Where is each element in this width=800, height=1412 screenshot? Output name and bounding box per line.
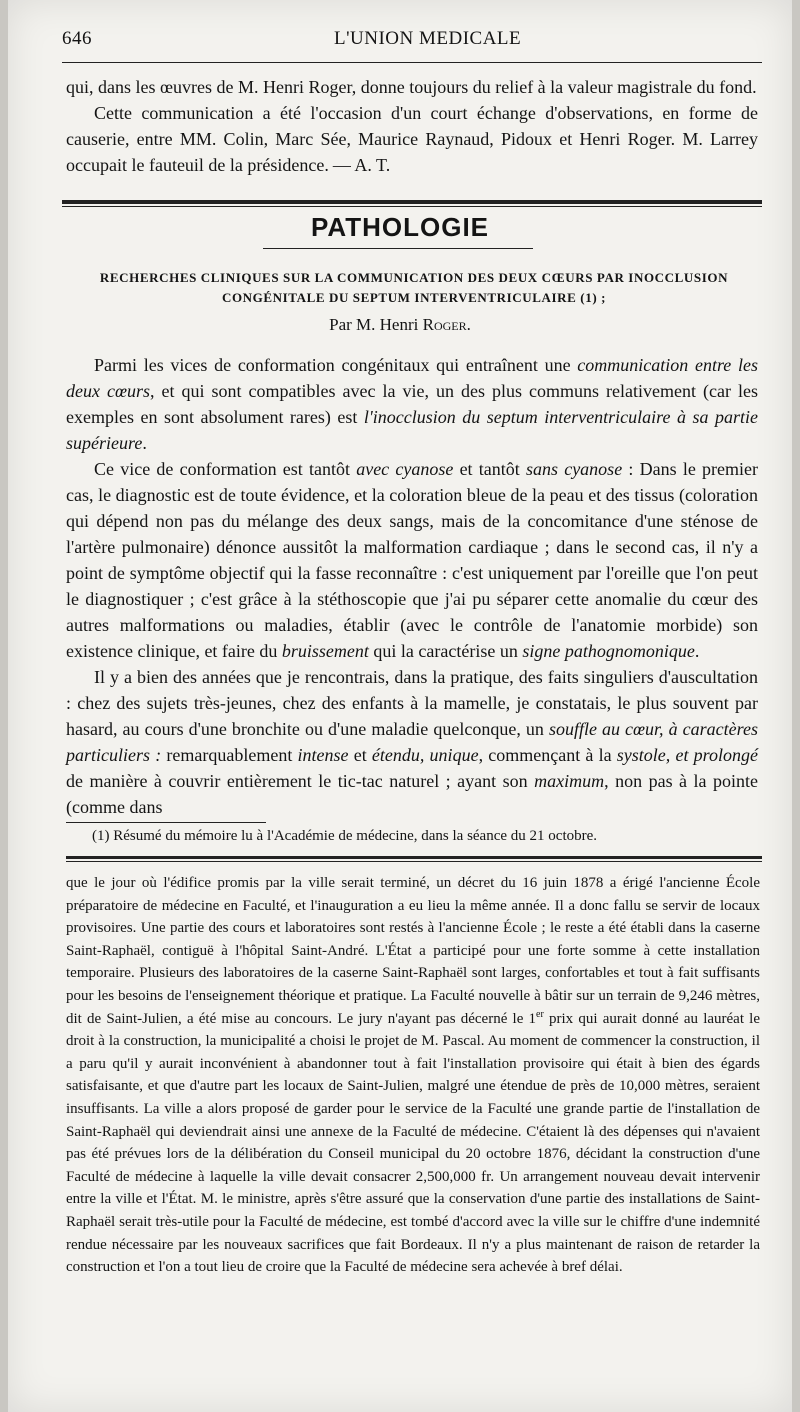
feuilleton-text (66, 872, 760, 1279)
text-run-italic: l'inocclusion du septum interventriculaire à sa partie supérieure (66, 407, 758, 453)
text-run-italic: intense (297, 745, 349, 765)
author-prefix: Par M. Henri (329, 315, 419, 334)
text-run: Il y a bien des années que je rencontrais, dans la pratique, des faits singuliers d'auscultation : chez des sujets très-jeunes, chez des enfants à la mamelle, je constatais, le plus souvent par hasard, au cours d'une bronchite ou d'une maladie quelconque, un (66, 667, 758, 739)
journal-title: L'UNION MEDICALE (334, 28, 522, 49)
text-run-italic: sans cyanose (525, 459, 623, 479)
section-title: PATHOLOGIE (310, 212, 490, 242)
body-paragraph-2 (66, 456, 758, 664)
text-run: , non pas à la pointe (comme dans (66, 771, 758, 817)
text-run-italic: signe pathognomonique (522, 641, 695, 661)
text-run: : Dans le premier cas, le diagnostic est de toute évidence, et la coloration bleue de la peau et des tissus (coloration qui dépend non pas du mélange des deux sangs, mais de la concomitance d'une sténose de l'artère pulmonaire) dénonce aussitôt la malformation cardiaque ; dans le second cas, il n'y a point de symptôme objectif qui la fasse reconnaître : c'est uniquement par l'oreille que l'on peut le diagnostiquer ; c'est grâce à la stéthoscopie que j'ai pu séparer cette anomalie du cœur des autres malformations ou maladies, établir (avec le contrôle de l'anatomie morbide) son existence clinique, et faire du (66, 459, 758, 661)
feuilleton-separator (66, 856, 762, 862)
footnote-rule (66, 822, 266, 823)
text-run: que le jour où l'édifice promis par la ville serait terminé, un décret du 16 juin 1878 a érigé l'ancienne École préparatoire de médecine en Faculté, et l'inauguration a eu lieu la même année. Il a donc fallu se servir de locaux provisoires. Une partie des cours et laboratoires sont restés à l'ancienne École ; le reste a été établi dans la caserne Saint-Raphaël, contiguë à l'hôpital Saint-André. L'État a participé pour une forte somme à cette installation temporaire. Plusieurs des laboratoires de la caserne Saint-Raphaël sont larges, confortables et tout à fait suffisants pour les besoins de l'enseignement théorique et pratique. La Faculté nouvelle à bâtir sur un terrain de 9,246 mètres, dit de Saint-Julien, a été mise au concours. Le jury n'ayant pas décerné le 1 (66, 875, 760, 1027)
article-title-line-2: CONGÉNITALE DU SEPTUM INTERVENTRICULAIRE (1) ; (221, 290, 607, 305)
intro-paragraph-1: qui, dans les œuvres de M. Henri Roger, donne toujours du relief à la valeur magistrale du fond. (66, 77, 757, 97)
feuilleton-paragraph (66, 872, 760, 1279)
text-run: Parmi les vices de conformation congénitaux qui entraînent une (94, 355, 578, 375)
text-run-italic: bruissement (281, 641, 369, 661)
text-run: , commençant à la (478, 745, 617, 765)
text-run-italic: systole, et prolongé (616, 745, 758, 765)
text-run-italic: avec cyanose (356, 459, 454, 479)
text-run-italic: communication entre les deux cœurs (66, 355, 758, 401)
body-paragraph-3 (66, 664, 758, 820)
section-separator-top (62, 200, 762, 207)
article-title (66, 268, 762, 308)
text-run-italic: maximum (534, 771, 605, 791)
superscript: er (536, 1008, 544, 1020)
journal-page (8, 0, 792, 1412)
text-run: et tantôt (453, 459, 526, 479)
text-run: qui la caractérise un (368, 641, 523, 661)
intro-text (66, 74, 758, 178)
text-run-italic: étendu, unique (371, 745, 479, 765)
page-header (62, 28, 762, 56)
text-run: Ce vice de conformation est tantôt (94, 459, 357, 479)
text-run: remarquablement (161, 745, 298, 765)
article-author (8, 315, 792, 335)
text-run: . (142, 433, 147, 453)
intro-signature: — A. T. (332, 155, 391, 175)
intro-paragraph-2-text: Cette communication a été l'occasion d'un court échange d'observations, en forme de causerie, entre MM. Colin, Marc Sée, Maurice Raynaud, Pidoux et Henri Roger. M. Larrey occupait le fauteuil de la présidence. (66, 103, 758, 175)
page-number: 646 (62, 28, 92, 49)
author-name: Roger. (422, 315, 471, 334)
text-run: prix qui aurait donné au lauréat le droit à la construction, la municipalité a choisi le projet de M. Pascal. Au moment de commencer la construction, il a paru qu'il y aurait inconvénient à abandonner tout à fait l'installation provisoire qui était à bien des égards satisfaisante, et que d'autre part les locaux de Saint-Julien, malgré une étendue de près de 10,000 mètres, seraient insuffisants. La ville a alors proposé de garder pour le service de la Faculté une grande partie de l'installation de Saint-Raphaël qui deviendrait ainsi une annexe de la Faculté de médecine. C'étaient là des dépenses qui n'avaient pas été prévues lors de la délibération du Conseil municipal du 20 octobre 1876, décidant la construction d'une Faculté de médecine à laquelle la ville devait consacrer 2,500,000 fr. Un arrangement nouveau devait intervenir entre la ville et l'État. M. le ministre, après s'être assuré que la conservation d'une partie des installations de Saint-Raphaël serait très-utile pour la Faculté de médecine, est tombé d'accord avec la ville sur le chiffre d'une indemnité rendue nécessaire par les nouveaux sacrifices que fait Bordeaux. Il n'y a plus maintenant de raison de retarder la construction et l'on a tout lieu de croire que la Faculté de médecine sera achevée à bref délai. (66, 1010, 760, 1276)
text-run: de manière à couvrir entièrement le tic-tac naturel ; ayant son (66, 771, 535, 791)
footnote: (1) Résumé du mémoire lu à l'Académie de médecine, dans la séance du 21 octobre. (92, 828, 598, 844)
text-run: et (348, 745, 372, 765)
text-run: , et qui sont compatibles avec la vie, un des plus communs relativement (car les exemples en sont absolument rares) est (66, 381, 758, 427)
intro-paragraph-2 (66, 100, 758, 178)
body-paragraph-1 (66, 352, 758, 456)
section-title-rule (263, 248, 533, 249)
article-body (66, 352, 758, 820)
header-rule (62, 62, 762, 63)
text-run: . (694, 641, 700, 661)
text-run-italic: souffle au cœur, à caractères particuliers : (66, 719, 758, 765)
article-title-line-1: RECHERCHES CLINIQUES SUR LA COMMUNICATION DES DEUX CŒURS PAR INOCCLUSION (99, 270, 729, 285)
